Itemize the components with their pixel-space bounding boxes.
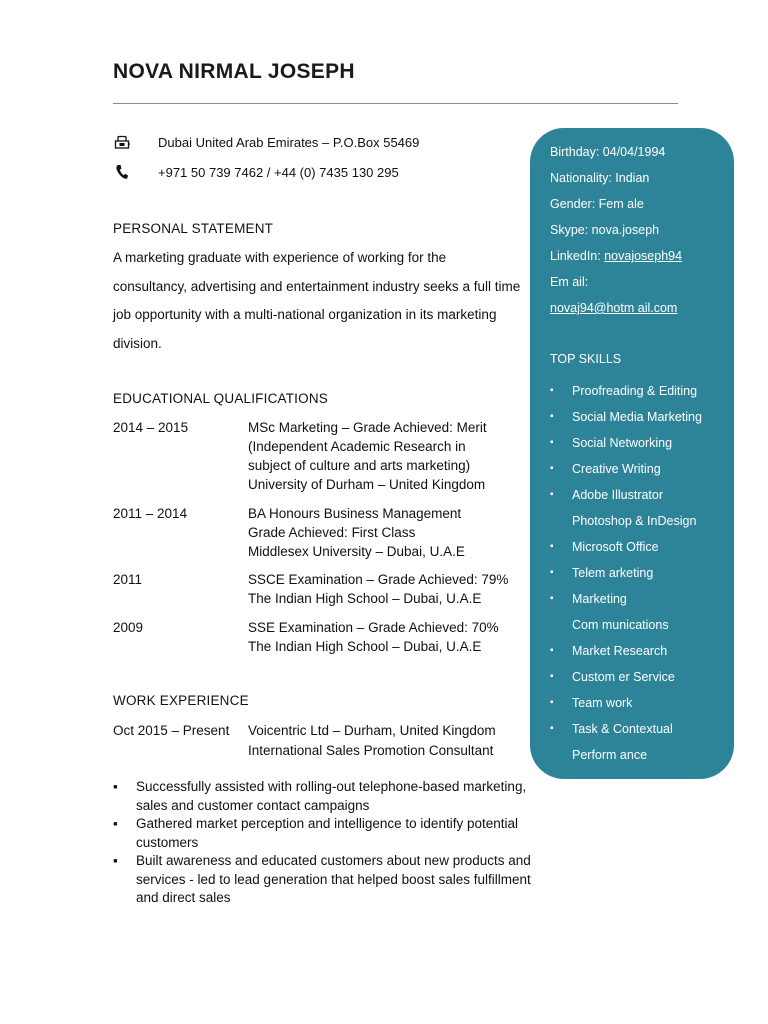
bullet-mark: ▪: [113, 816, 118, 831]
linkedin-link[interactable]: novajoseph94: [604, 249, 683, 263]
bullet-mark: ▪: [550, 697, 554, 708]
skill-text: Marketing: [572, 592, 627, 606]
skill-item: [550, 534, 730, 560]
email-address[interactable]: novaj94@hotm ail.com: [550, 301, 678, 315]
profile-sidebar: [530, 128, 734, 779]
work-company: Voicentric Ltd – Durham, United Kingdom: [248, 723, 496, 738]
skill-text: Microsoft Office: [572, 540, 659, 554]
gender: Gender: Fem ale: [550, 197, 644, 211]
skill-item: [550, 404, 730, 430]
nationality: Nationality: Indian: [550, 171, 650, 185]
skill-text: Photoshop & InDesign: [572, 514, 697, 528]
skill-text: Proofreading & Editing: [572, 384, 698, 398]
skill-item: [550, 378, 730, 404]
birthday: Birthday: 04/04/1994: [550, 145, 666, 159]
skill-text: Social Networking: [572, 436, 673, 450]
skill-item: [550, 456, 730, 482]
education-line: subject of culture and arts marketing): [248, 458, 471, 473]
work-period: Oct 2015 – Present: [113, 723, 230, 738]
bullet-mark: ▪: [550, 723, 554, 734]
bullet-mark: ▪: [550, 541, 554, 552]
bullet-mark: ▪: [550, 411, 554, 422]
bullet-mark: ▪: [550, 437, 554, 448]
education-line: The Indian High School – Dubai, U.A.E: [248, 639, 482, 654]
bullet-mark: ▪: [550, 463, 554, 474]
education-years: 2014 – 2015: [113, 420, 189, 435]
skill-text: Perform ance: [572, 748, 648, 762]
skill-text: Telem arketing: [572, 566, 654, 580]
education-heading: EDUCATIONAL QUALIFICATIONS: [113, 391, 328, 406]
work-detail: [248, 721, 496, 761]
skill-text: Team work: [572, 696, 633, 710]
bullet-mark: ▪: [550, 489, 554, 500]
responsibility-text: Gathered market perception and intelligence to identify potential customers: [136, 816, 518, 850]
personal-statement-text: A marketing graduate with experience of working for the consultancy, advertising and entertainment industry seeks a full time job opportunity with a multi-national organization in its marketing division.: [113, 250, 521, 351]
skill-item: [550, 430, 730, 456]
education-detail: [248, 418, 533, 494]
skill-item: [550, 560, 730, 586]
education-line: SSCE Examination – Grade Achieved: 79%: [248, 572, 509, 587]
skills-list: [550, 378, 730, 768]
skill-text: Com munications: [572, 618, 669, 632]
email-link[interactable]: [550, 300, 677, 316]
bullet-mark: ▪: [550, 385, 554, 396]
skill-item: [550, 664, 730, 690]
telephone-icon: [113, 163, 131, 181]
work-responsibilities: [113, 778, 533, 908]
education-years: 2011: [113, 572, 143, 587]
list-item: [113, 852, 533, 908]
phone-text: +971 50 739 7462 / +44 (0) 7435 130 295: [158, 165, 399, 180]
bullet-mark: ▪: [550, 645, 554, 656]
education-years: 2011 – 2014: [113, 506, 188, 521]
education-line: University of Durham – United Kingdom: [248, 477, 486, 492]
education-detail: [248, 570, 533, 608]
skill-item: [550, 586, 730, 638]
personal-statement-heading: PERSONAL STATEMENT: [113, 221, 274, 236]
education-line: Grade Achieved: First Class: [248, 525, 416, 540]
skill-text: Creative Writing: [572, 462, 661, 476]
linkedin-label: LinkedIn:: [550, 249, 605, 263]
bullet-mark: ▪: [550, 593, 554, 604]
education-line: Middlesex University – Dubai, U.A.E: [248, 544, 465, 559]
bullet-mark: ▪: [113, 853, 118, 868]
education-line: The Indian High School – Dubai, U.A.E: [248, 591, 482, 606]
education-detail: [248, 618, 533, 656]
address-text: Dubai United Arab Emirates – P.O.Box 55469: [158, 135, 420, 150]
list-item: [113, 815, 533, 852]
bullet-mark: ▪: [113, 779, 118, 794]
bullet-mark: ▪: [550, 567, 554, 578]
skill-text: Market Research: [572, 644, 668, 658]
candidate-name: NOVA NIRMAL JOSEPH: [113, 60, 355, 83]
education-line: BA Honours Business Management: [248, 506, 462, 521]
education-years: 2009: [113, 620, 144, 635]
linkedin: [550, 248, 682, 264]
skill-item: [550, 638, 730, 664]
education-line: (Independent Academic Research in: [248, 439, 466, 454]
header-divider: [113, 103, 678, 104]
skill-text: Adobe Illustrator: [572, 488, 664, 502]
skill-item: [550, 716, 730, 768]
responsibility-text: Built awareness and educated customers about new products and services - led to lead generation that helped boost sales fulfillment and direct sales: [136, 853, 531, 905]
skill-text: Task & Contextual: [572, 722, 673, 736]
skill-text: Custom er Service: [572, 670, 675, 684]
skype: Skype: nova.joseph: [550, 223, 660, 237]
responsibility-text: Successfully assisted with rolling-out telephone-based marketing, sales and customer contact campaigns: [136, 779, 527, 813]
skill-item: [550, 482, 730, 534]
education-line: MSc Marketing – Grade Achieved: Merit: [248, 420, 487, 435]
skill-item: [550, 690, 730, 716]
bullet-mark: ▪: [550, 671, 554, 682]
work-experience-heading: WORK EXPERIENCE: [113, 693, 249, 708]
education-detail: [248, 504, 533, 561]
top-skills-heading: TOP SKILLS: [550, 352, 622, 366]
skill-text: Social Media Marketing: [572, 410, 702, 424]
email-label: Em ail:: [550, 275, 589, 289]
postal-address-icon: [113, 133, 131, 151]
list-item: [113, 778, 533, 815]
education-line: SSE Examination – Grade Achieved: 70%: [248, 620, 499, 635]
work-role: International Sales Promotion Consultant: [248, 743, 494, 758]
